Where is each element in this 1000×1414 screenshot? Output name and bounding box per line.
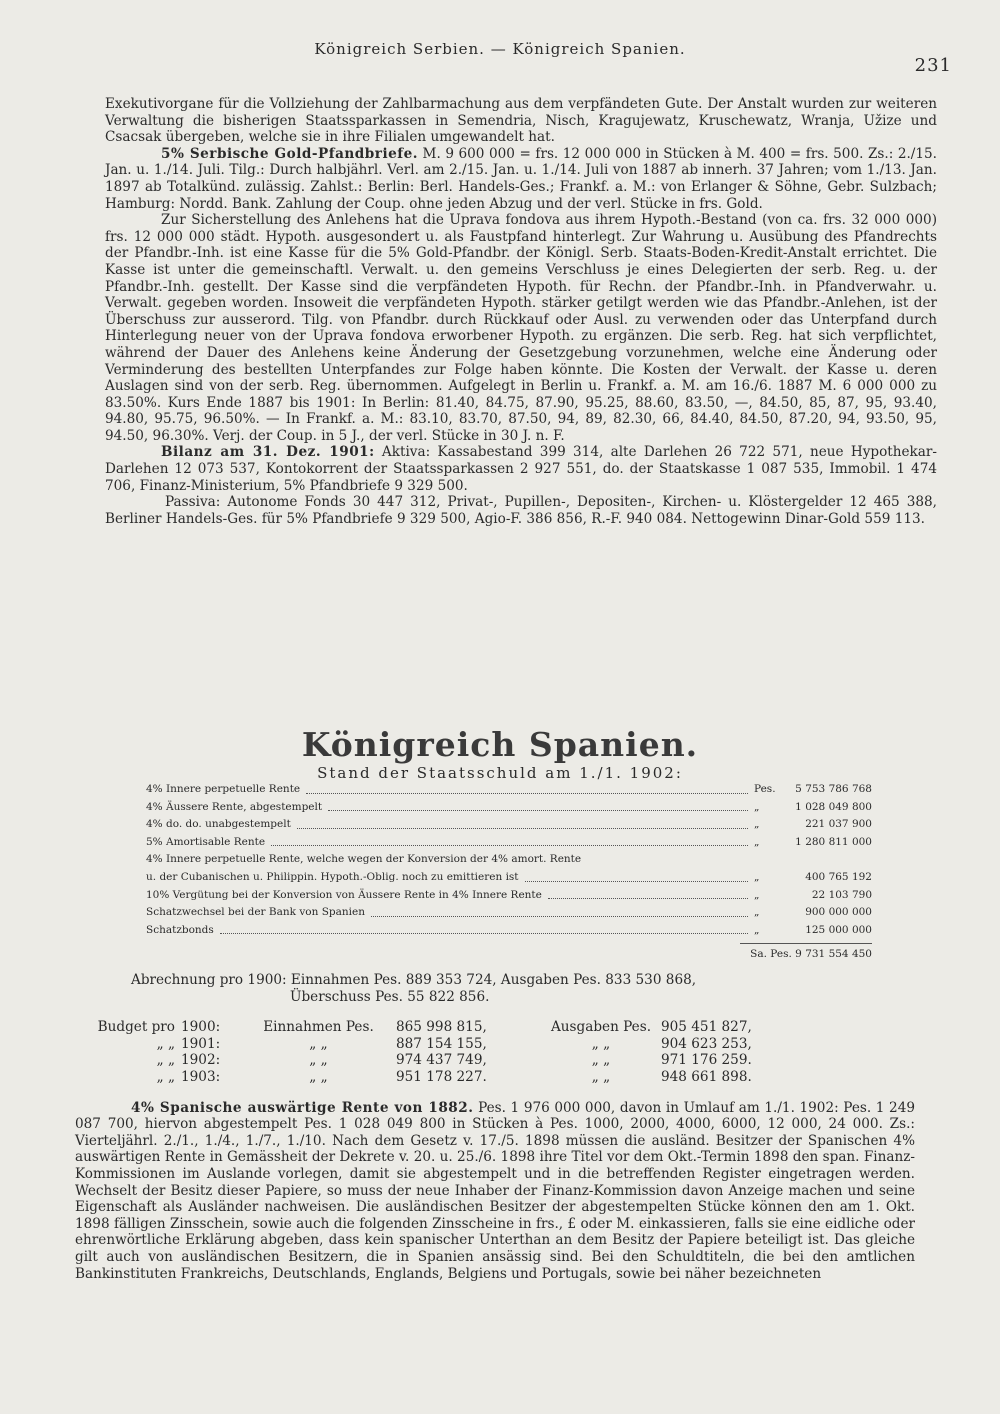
row-label: 4% do. do. unabgestempelt: [146, 818, 291, 831]
budget-income: 951 178 227.: [396, 1068, 487, 1085]
budget-label: „ „: [156, 1035, 175, 1052]
paragraph: Zur Sicherstellung des Anlehens hat die Uprava fondova aus ihrem Hypoth.-Bestand (von ca. frs. 32 000 000) frs. 12 000 000 städt. Hypoth. ausgesondert u. als Faustpfand hinterlegt. Zur Wahrung u. Ausübung des Pfandrechts der Pfandbr.-Inh. ist eine Kasse für die 5% Gold-Pfandbr. der Königl. Serb. Staats-Boden-Kredit-Anstalt errichtet. Die Kasse ist unter die gemeinschaftl. Verwalt. u. den gemeins Verschluss je eines Delegierten der serb. Reg. u. der Pfandbr.-Inh. gestellt. Der Kasse sind die verpfändeten Hypoth. für Rechn. der Pfandbr.-Inh. in Pfandverwahr. u. Verwalt. gegeben worden. Insoweit die verpfändeten Hypoth. stärker getilgt werden wie das Pfandbr.-Anlehen, ist der Überschuss zur ausserord. Tilg. von Pfandbr. durch Rückkauf oder Ausl. zu verwenden oder das Unterpfand durch Hinterlegung neuer von der Uprava fondova erworbener Hypoth. zu ergänzen. Die serb. Reg. hat sich verpflichtet, während der Dauer des Anlehens keine Änderung der Gesetzgebung vorzunehmen, welche eine Änderung oder Verminderung des bestellten Unterpfandes zur Folge haben könnte. Die Kosten der Verwalt. der Kasse u. deren Auslagen sind von der serb. Reg. übernommen. Aufgelegt in Berlin u. Frankf. a. M. am 16./6. 1887 M. 6 000 000 zu 83.50%. Kurs Ende 1887 bis 1901: In Berlin: 81.40, 84.75, 87.90, 95.25, 88.60, 83.50, —, 84.50, 85, 87, 95, 93.40, 94.80, 95.75, 96.50%. — In Frankf. a. M.: 83.10, 83.70, 87.50, 94, 89, 82.30, 66, 84.40, 84.50, 87.20, 94, 93.50, 95, 94.50, 96.30%. Verj. der Coup. in 5 J., der verl. Stücke in 30 J. n. F.: [105, 212, 937, 444]
budget-income: 974 437 749,: [396, 1052, 487, 1069]
budget-income: 865 998 815,: [396, 1019, 487, 1036]
table-row: [146, 922, 872, 940]
table-row: [146, 887, 872, 905]
row-amount: 22 103 790: [811, 888, 872, 901]
accounts-line: Abrechnung pro 1900: Einnahmen Pes. 889 353 724, Ausgaben Pes. 833 530 868,: [131, 972, 697, 988]
spain-bond-text: Pes. 1 976 000 000, davon in Umlauf am 1./1. 1902: Pes. 1 249 087 700, hiervon abgestempelt Pes. 1 028 049 800 in Stücken à Pes. 1000, 2000, 4000, 6000, 12 000, 24 000. Zs.: Vierteljährl. 2./1., 1./4., 1./7., 1./10. Nach dem Gesetz v. 17./5. 1898 müssen die ausländ. Besitzer der Spanischen 4% auswärtigen Rente in Gemässheit der Dekrete v. 20. u. 25./6. 1898 ihre Titel vor dem Okt.-Termin 1898 den span. Finanz-Kommissionen im Auslande vorlegen, damit sie abgestempelt und in die betreffenden Register eingetragen werden. Wechselt der Besitz dieser Papiere, so muss der neue Inhaber der Finanz-Kommission davon Anzeige machen und seine Eigenschaft als Ausländer nachweisen. Die ausländischen Besitzer der abgestempelten Stücke können den am 1. Okt. 1898 fälligen Zinsschein, sowie auch die folgenden Zinsscheine in frs., £ oder M. einkassieren, falls sie eine eidliche oder ehrenwörtliche Erklärung abgeben, dass kein spanischer Unterthan an dem Besitz der Papiere beteiligt ist. Das gleiche gilt auch von ausländischen Besitzern, die in Spanien ansässig sind. Bei den Schuldtiteln, die bei den amtlichen Bankinstituten Frankreichs, Deutschlands, Englands, Belgiens und Portugals, sowie bei näher bezeichneten: [75, 1099, 916, 1282]
row-amount: 900 000 000: [805, 906, 872, 919]
budget-row: [75, 1036, 915, 1053]
debt-table: [146, 781, 872, 964]
table-row: [146, 834, 872, 852]
row-label: 5% Amortisable Rente: [146, 835, 266, 848]
table-row: [146, 816, 872, 834]
balance-heading: Bilanz am 31. Dez. 1901:: [161, 444, 375, 461]
budget-income-label: Einnahmen Pes.: [263, 1019, 374, 1036]
budget-income: 887 154 155,: [396, 1035, 487, 1052]
section-subtitle: Stand der Staatsschuld am 1./1. 1902:: [317, 764, 683, 782]
budget-label: „ „: [156, 1068, 175, 1085]
row-label: Schatzbonds: [146, 923, 214, 936]
row-currency: „: [754, 818, 760, 831]
budget-expense-label: „ „: [591, 1068, 611, 1085]
row-label: 10% Vergütung bei der Konversion von Äussere Rente in 4% Innere Rente: [146, 888, 542, 901]
row-label: 4% Innere perpetuelle Rente, welche wegen der Konversion der 4% amort. Rente: [146, 853, 582, 866]
table-row: [146, 851, 872, 869]
accounts-block: [75, 972, 915, 1005]
row-amount: 400 765 192: [805, 870, 872, 883]
table-row: [146, 904, 872, 922]
paragraph: Exekutivorgane für die Vollziehung der Zahlbarmachung aus dem verpfändeten Gute. Der Anstalt wurden zur weiteren Verwaltung die bisherigen Staatssparkassen in Semendria, Nisch, Kragujewatz, Kruschewatz, Wranja, Užize und Csacsak übergeben, welche sie in ihre Filialen umgewandelt hat.: [105, 96, 937, 146]
row-currency: „: [754, 835, 760, 848]
table-total: [146, 943, 872, 964]
budget-year: 1900:: [181, 1019, 221, 1036]
row-amount: 221 037 900: [805, 818, 872, 831]
accounts-line: Überschuss Pes. 55 822 856.: [290, 988, 490, 1005]
row-amount: 125 000 000: [805, 923, 872, 936]
bond-text: M. 9 600 000 = frs. 12 000 000 in Stücken à M. 400 = frs. 500. Zs.: 2./15. Jan. u. 1./14. Juli. Tilg.: Durch halbjährl. Verl. am 2./15. Jan. u. 1./14. Juli von 1887 ab innerh. 37 Jahren; vom 1./13. Jan. 1897 ab Totalkünd. zulässig. Zahlst.: Berlin: Berl. Handels-Ges.; Frankf. a. M.: von Erlanger & Söhne, Gebr. Sulzbach; Hamburg: Nordd. Bank. Zahlung der Coup. ohne jeden Abzug und der verl. Stücke in frs. Gold.: [105, 145, 937, 212]
budget-expense-label: „ „: [591, 1035, 611, 1052]
running-header: Königreich Serbien. — Königreich Spanien.: [314, 40, 686, 58]
budget-label: „ „: [156, 1052, 175, 1069]
budget-year: 1903:: [181, 1068, 221, 1085]
budget-income-label: „ „: [309, 1068, 328, 1085]
budget-expense: 904 623 253,: [661, 1035, 752, 1052]
row-currency: „: [754, 923, 760, 936]
budget-row: [75, 1052, 915, 1069]
budget-year: 1901:: [181, 1035, 221, 1052]
row-currency: „: [754, 888, 760, 901]
spain-bond-heading: 4% Spanische auswärtige Rente von 1882.: [131, 1099, 474, 1116]
budget-row: [75, 1069, 915, 1086]
budget-table: [75, 1019, 915, 1085]
budget-income-label: „ „: [309, 1035, 328, 1052]
spain-text-section: [75, 972, 915, 1282]
row-label: u. der Cubanischen u. Philippin. Hypoth.-Oblig. noch zu emittieren ist: [146, 870, 519, 883]
row-currency: „: [754, 906, 760, 919]
total-value: Sa. Pes. 9 731 554 450: [740, 943, 872, 964]
balance-paragraph: [105, 444, 937, 494]
row-currency: „: [754, 870, 760, 883]
budget-expense: 948 661 898.: [661, 1068, 752, 1085]
row-amount: 1 028 049 800: [795, 800, 872, 813]
budget-label: Budget pro: [97, 1019, 175, 1036]
budget-expense: 905 451 827,: [661, 1019, 752, 1036]
balance-text: Aktiva: Kassabestand 399 314, alte Darlehen 26 722 571, neue Hypothekar-Darlehen 12 073 537, Kontokorrent der Staatssparkassen 2 927 551, do. der Staatskasse 1 087 535, Immobil. 1 474 706, Finanz-Ministerium, 5% Pfandbriefe 9 329 500.: [105, 444, 937, 494]
row-label: 4% Äussere Rente, abgestempelt: [146, 800, 323, 813]
budget-year: 1902:: [181, 1052, 221, 1069]
row-label: 4% Innere perpetuelle Rente: [146, 783, 301, 795]
table-row: [146, 799, 872, 817]
row-amount: 1 280 811 000: [795, 835, 872, 848]
row-currency: Pes.: [754, 783, 776, 795]
page-number: 231: [914, 55, 952, 76]
budget-expense-label: „ „: [591, 1052, 611, 1069]
table-row: [146, 781, 872, 799]
spain-bond-paragraph: [75, 1100, 915, 1283]
bond-heading: 5% Serbische Gold-Pfandbriefe.: [161, 145, 418, 162]
section-title: Königreich Spanien.: [301, 725, 699, 764]
budget-income-label: „ „: [309, 1052, 328, 1069]
budget-row: [75, 1019, 915, 1036]
budget-expense-label: Ausgaben Pes.: [550, 1019, 652, 1036]
table-row: [146, 869, 872, 887]
bond-paragraph: [105, 146, 937, 212]
serbia-section: [105, 96, 937, 527]
row-amount: 5 753 786 768: [795, 783, 872, 795]
budget-expense: 971 176 259.: [661, 1052, 752, 1069]
passiva-paragraph: Passiva: Autonome Fonds 30 447 312, Privat-, Pupillen-, Depositen-, Kirchen- u. Klöstergelder 12 465 388, Berliner Handels-Ges. für 5% Pfandbriefe 9 329 500, Agio-F. 386 856, R.-F. 940 084. Nettogewinn Dinar-Gold 559 113.: [105, 494, 937, 527]
row-label: Schatzwechsel bei der Bank von Spanien: [146, 906, 365, 919]
row-currency: „: [754, 800, 760, 813]
